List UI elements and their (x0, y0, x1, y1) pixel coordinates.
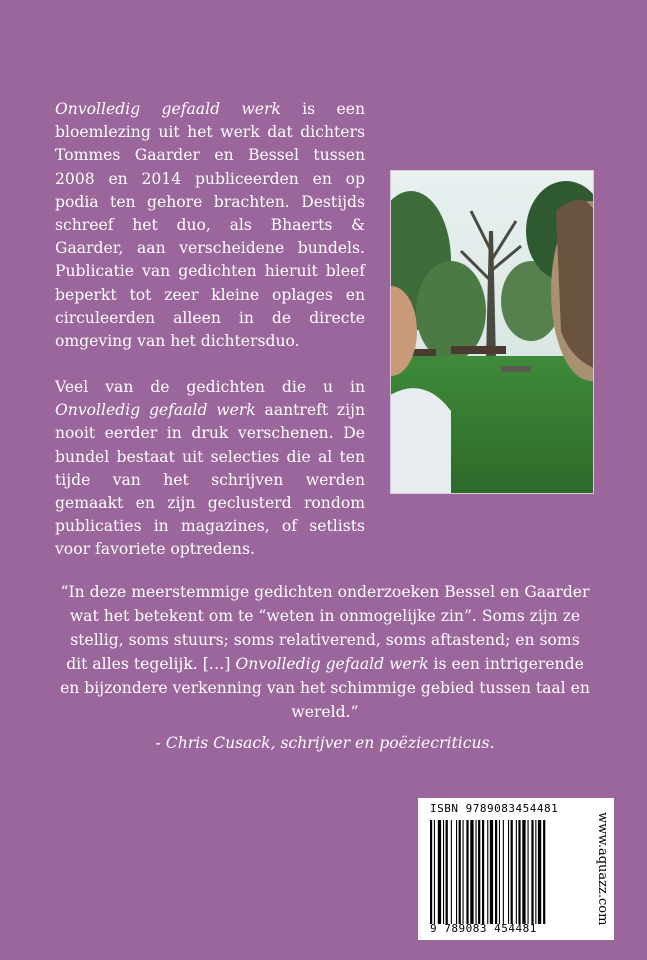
book-title: Onvolledig gefaald werk (55, 401, 256, 420)
publisher-website: www.aquazz.com (595, 812, 610, 926)
isbn-digits: 9 789083 454481 (430, 922, 537, 935)
quote-text: is een intrigerende en bijzondere verkenning van het schimmige gebied tussen taal en wereld.” (60, 655, 590, 721)
blurb-paragraph-1 (55, 98, 365, 353)
blurb-text: aantreft zijn nooit eerder in druk verschenen. De bundel bestaat uit selecties die al ten tijde van het schrijven werden gemaakt en zijn geclusterd rondom publicaties in magazines, of setlists voor favoriete optredens. (55, 401, 365, 559)
author-photo (390, 170, 594, 494)
blurb-text: is een bloemlezing uit het werk dat dichters Tommes Gaarder en Bessel tussen 2008 en 2014 publiceerden en op podia ten gehore brachten. Destijds schreef het duo, als Bhaerts & Gaarder, aan verscheidene bundels. Publicatie van gedichten hieruit bleef beperkt tot zeer kleine oplages en circuleerden alleen in de directe omgeving van het dichtersduo. (55, 100, 365, 351)
barcode-panel (418, 798, 614, 940)
isbn-label: ISBN 9789083454481 (430, 802, 559, 815)
blurb-text: Veel van de gedichten die u in (55, 378, 365, 396)
book-title: Onvolledig gefaald werk (55, 100, 281, 118)
blurb-paragraph-2 (55, 376, 365, 562)
review-quote (60, 580, 590, 724)
book-title: Onvolledig gefaald werk (235, 655, 429, 673)
quote-attribution: - Chris Cusack, schrijver en poëziecriticus. (155, 734, 495, 752)
quote-text: “In deze meerstemmige gedichten onderzoeken Bessel en Gaarder wat het betekent om te “weten in onmogelijke zin”. Soms zijn ze stellig, soms stuurs; soms relativerend, soms aftastend; en soms dit alles tegelijk. […] (60, 583, 590, 673)
photo-illustration (391, 171, 593, 493)
barcode-icon (426, 804, 578, 936)
